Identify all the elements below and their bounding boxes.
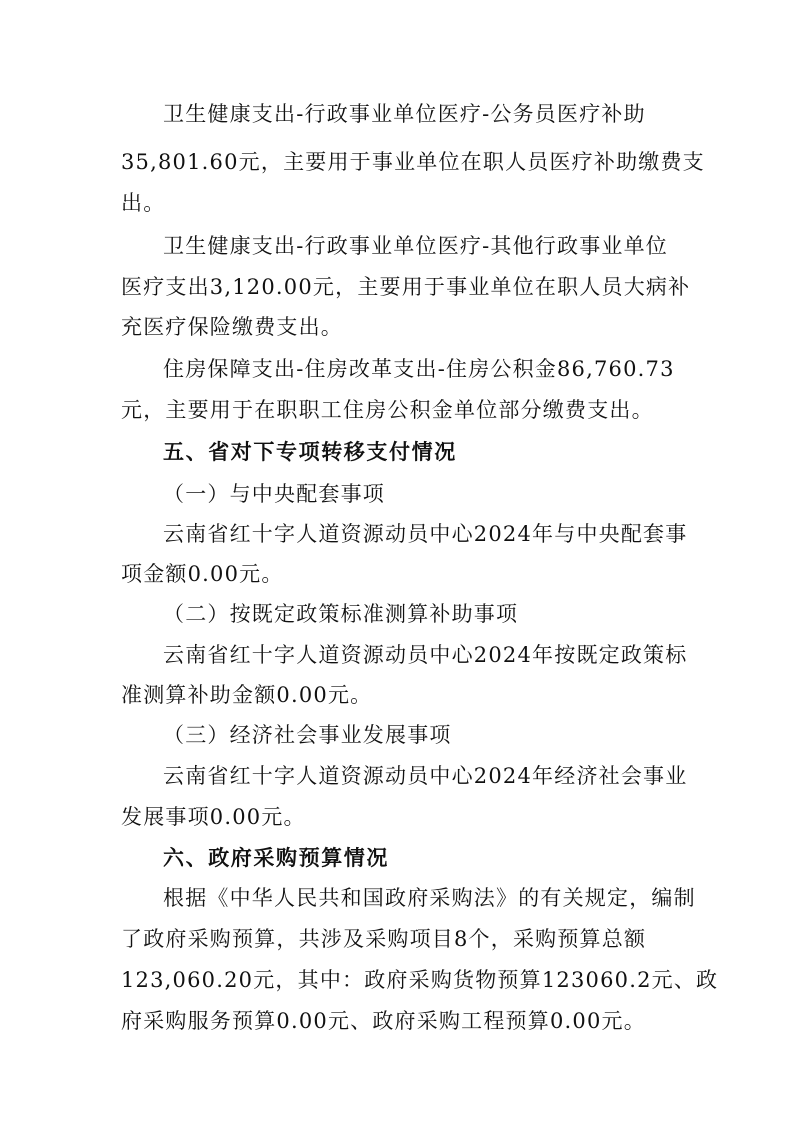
paragraph-other-medical-line-3: 充医疗保险缴费支出。 xyxy=(121,315,343,339)
paragraph-central-matching-line-2: 项金额0.00元。 xyxy=(121,562,284,586)
paragraph-procurement-line-3: 123,060.20元，其中：政府采购货物预算123060.2元、政 xyxy=(121,968,719,992)
paragraph-housing-fund-line-2: 元，主要用于在职职工住房公积金单位部分缴费支出。 xyxy=(121,398,654,422)
subheading-economic-social: （三）经济社会事业发展事项 xyxy=(163,723,452,747)
paragraph-civil-servant-medical-line-3: 出。 xyxy=(121,191,166,215)
paragraph-policy-standard-line-2: 准测算补助金额0.00元。 xyxy=(121,683,373,707)
paragraph-policy-standard-line-1: 云南省红十字人道资源动员中心2024年按既定政策标 xyxy=(163,643,688,667)
subheading-central-matching: （一）与中央配套事项 xyxy=(163,482,385,506)
paragraph-other-medical-line-1: 卫生健康支出-行政事业单位医疗-其他行政事业单位 xyxy=(163,234,668,258)
paragraph-civil-servant-medical-line-1: 卫生健康支出-行政事业单位医疗-公务员医疗补助 xyxy=(163,102,646,126)
paragraph-procurement-line-4: 府采购服务预算0.00元、政府采购工程预算0.00元。 xyxy=(121,1009,646,1033)
paragraph-housing-fund-line-1: 住房保障支出-住房改革支出-住房公积金86,760.73 xyxy=(163,357,675,381)
paragraph-economic-social-line-2: 发展事项0.00元。 xyxy=(121,805,306,829)
paragraph-other-medical-line-2: 医疗支出3,120.00元，主要用于事业单位在职人员大病补 xyxy=(121,275,691,299)
subheading-policy-standard: （二）按既定政策标准测算补助事项 xyxy=(163,602,519,626)
paragraph-civil-servant-medical-line-2: 35,801.60元，主要用于事业单位在职人员医疗补助缴费支 xyxy=(121,150,705,174)
paragraph-procurement-line-1: 根据《中华人民共和国政府采购法》的有关规定，编制 xyxy=(163,886,696,910)
section-heading-transfer-payments: 五、省对下专项转移支付情况 xyxy=(163,440,457,464)
paragraph-central-matching-line-1: 云南省红十字人道资源动员中心2024年与中央配套事 xyxy=(163,522,688,546)
section-heading-procurement: 六、政府采购预算情况 xyxy=(163,846,389,870)
paragraph-economic-social-line-1: 云南省红十字人道资源动员中心2024年经济社会事业 xyxy=(163,764,688,788)
paragraph-procurement-line-2: 了政府采购预算，共涉及采购项目8个，采购预算总额 xyxy=(121,927,647,951)
